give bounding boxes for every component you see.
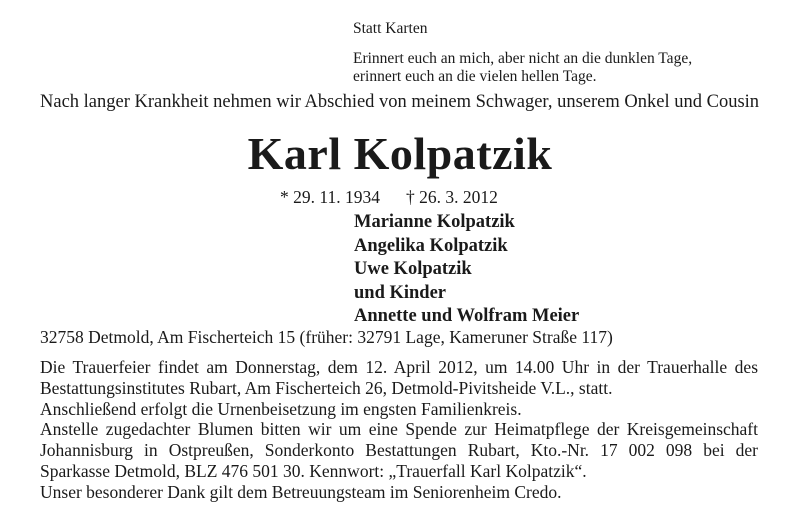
verse xyxy=(353,50,773,86)
death-date: † 26. 3. 2012 xyxy=(405,187,498,207)
body-text xyxy=(40,357,758,503)
mourner-name: Marianne Kolpatzik xyxy=(354,212,515,232)
verse-line-1: Erinnert euch an mich, aber nicht an die dunklen Tage, xyxy=(353,50,693,67)
thanks-paragraph: Unser besonderer Dank gilt dem Betreuungsteam im Seniorenheim Credo. xyxy=(40,481,562,502)
mourner-name: Uwe Kolpatzik xyxy=(354,259,472,279)
mourner-name: Annette und Wolfram Meier xyxy=(354,306,580,326)
life-dates xyxy=(280,186,498,208)
urn-paragraph: Anschließend erfolgt die Urnenbeisetzung im engsten Familienkreis. xyxy=(40,398,522,419)
donation-paragraph: Anstelle zugedachter Blumen bitten wir um eine Spende zur Heimatpflege der Kreisgemeinschaft Johannisburg in Ostpreußen, Sonderkonto Bestattungen Rubart, Kto.-Nr. 17 002 098 bei der Sparkasse Detmold, BLZ 476 501 30. Kennwort: „Trauerfall Karl Kolpatzik“. xyxy=(40,419,758,481)
mourner-name: Angelika Kolpatzik xyxy=(354,235,508,256)
intro-text: Nach langer Krankheit nehmen wir Abschied von meinem Schwager, unserem Onkel und Cousin xyxy=(40,92,760,112)
address: 32758 Detmold, Am Fischerteich 15 (früher: 32791 Lage, Kameruner Straße 117) xyxy=(40,327,613,347)
header-block xyxy=(353,20,773,86)
mourners-list xyxy=(354,211,579,329)
verse-line-2: erinnert euch an die vielen hellen Tage. xyxy=(353,68,597,85)
mourner-name: und Kinder xyxy=(354,282,447,303)
funeral-paragraph: Die Trauerfeier findet am Donnerstag, dem 12. April 2012, um 14.00 Uhr in der Trauerhalle des Bestattungsinstitutes Rubart, Am Fischerteich 26, Detmold-Pivitsheide V.L., statt. xyxy=(40,357,758,398)
birth-date: * 29. 11. 1934 xyxy=(280,187,380,207)
deceased-name: Karl Kolpatzik xyxy=(247,128,553,179)
statt-karten: Statt Karten xyxy=(353,20,428,37)
